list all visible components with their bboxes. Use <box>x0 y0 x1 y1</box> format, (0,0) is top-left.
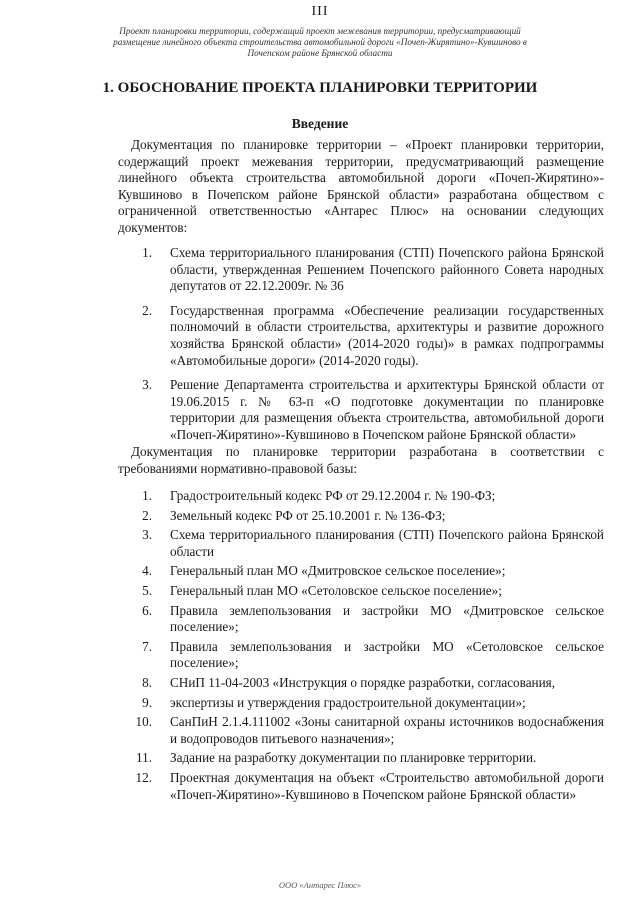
list-item-number: 6. <box>142 602 152 618</box>
list-item-number: 1. <box>142 245 152 260</box>
list-item-number: 1. <box>142 488 152 503</box>
list-item-number: 8. <box>142 674 152 690</box>
list-item <box>118 639 604 672</box>
list-item-text: Генеральный план МО «Сетоловское сельское поселение»; <box>170 582 502 598</box>
list-item-text: Решение Департамента строительства и архитектуры Брянской области от 19.06.2015 г. № 63-п «О подготовке документации по планировке территории для размещения объекта строительства, автомобильной дороги «Почеп-Жирятино»-Кувшиново в Почепском районе Брянской области» <box>170 377 604 442</box>
list-item <box>118 508 604 525</box>
list-item-number: 3. <box>142 527 152 543</box>
list-item <box>118 770 604 803</box>
list-item-text: Государственная программа «Обеспечение реализации государственных полномочий в области строительства, архитектуры и развитие дорожного хозяйства Брянской области» (2014-2020 годы)» в рамках подпрограммы «Автомобильные дороги» (2014-2020 годы). <box>170 302 604 368</box>
section-title: 1. ОБОСНОВАНИЕ ПРОЕКТА ПЛАНИРОВКИ ТЕРРИТОРИИ <box>102 80 538 96</box>
list-item-text: Задание на разработку документации по планировке территории. <box>170 750 537 766</box>
list-item-number: 9. <box>142 694 152 710</box>
list-item-text: Правила землепользования и застройки МО «Сетоловское сельское поселение»; <box>170 638 604 671</box>
list-item-text: Градостроительный кодекс РФ от 29.12.2004 г. № 190-ФЗ; <box>170 488 496 503</box>
list-item-number: 3. <box>142 377 152 393</box>
list-item-text: СНиП 11-04-2003 «Инструкция о порядке разработки, согласования, <box>170 674 556 690</box>
list-item <box>118 563 604 580</box>
list-item-number: 5. <box>142 582 152 598</box>
list-item <box>118 583 604 600</box>
intro-paragraph: Документация по планировке территории – «Проект планировки территории, содержащий проект межевания территории, предусматривающий размещение линейного объекта строительства автомобильной дороги «Почеп-Жирятино»-Кувшиново в Почепском районе Брянской области» разработана обществом с ограниченной ответственностью «Антарес Плюс» на основании следующих документов: <box>118 137 604 235</box>
list-item-text: Правила землепользования и застройки МО «Дмитровское сельское поселение»; <box>170 602 604 635</box>
list-item <box>118 527 604 560</box>
list-item-number: 7. <box>142 638 152 654</box>
list-item-text: Земельный кодекс РФ от 25.10.2001 г. № 136-ФЗ; <box>170 507 446 523</box>
list-item <box>118 603 604 636</box>
list-item-number: 12. <box>135 769 152 785</box>
list-item <box>118 377 604 443</box>
list-item <box>118 488 604 505</box>
list-item <box>118 675 604 692</box>
regulatory-documents-list <box>118 488 604 803</box>
list-item-text: СанПиН 2.1.4.111002 «Зоны санитарной охраны источников водоснабжения и водопроводов питьевого назначения»; <box>170 714 604 746</box>
regulatory-paragraph: Документация по планировке территории разработана в соответствии с требованиями нормативно-правовой базы: <box>118 444 604 476</box>
list-item <box>118 245 604 295</box>
list-item <box>118 695 604 712</box>
list-item-number: 11. <box>136 750 152 766</box>
list-item-number: 10. <box>135 714 152 730</box>
list-item-number: 4. <box>142 563 152 579</box>
footer: ООО «Антарес Плюс» <box>278 880 362 890</box>
list-item <box>118 750 604 767</box>
subsection-title: Введение <box>291 116 349 131</box>
list-item-number: 2. <box>142 302 152 318</box>
list-item <box>118 714 604 747</box>
list-item-number: 2. <box>142 507 152 523</box>
list-item <box>118 303 604 369</box>
list-item-text: Генеральный план МО «Дмитровское сельское поселение»; <box>170 563 506 579</box>
running-header: Проект планировки территории, содержащий проект межевания территории, предусматривающий размещение линейного объекта строительства автомобильной дороги «Почеп-Жирятино»-Кувшиново в Почепском районе Брянской области <box>113 26 527 58</box>
page-number: III <box>311 4 329 19</box>
list-item-text: Схема территориального планирования (СТП) Почепского района Брянской области <box>170 527 604 559</box>
list-item-text: Проектная документация на объект «Строительство автомобильной дороги «Почеп-Жирятино»-Кувшиново в Почепском районе Брянской области» <box>170 769 604 802</box>
list-item-text: Схема территориального планирования (СТП) Почепского района Брянской области, утвержденная Решением Почепского районного Совета народных депутатов от 22.12.2009г. № 36 <box>170 245 604 294</box>
list-item-text: экспертизы и утверждения градостроительной документации»; <box>170 694 526 710</box>
basis-documents-list <box>118 245 604 444</box>
